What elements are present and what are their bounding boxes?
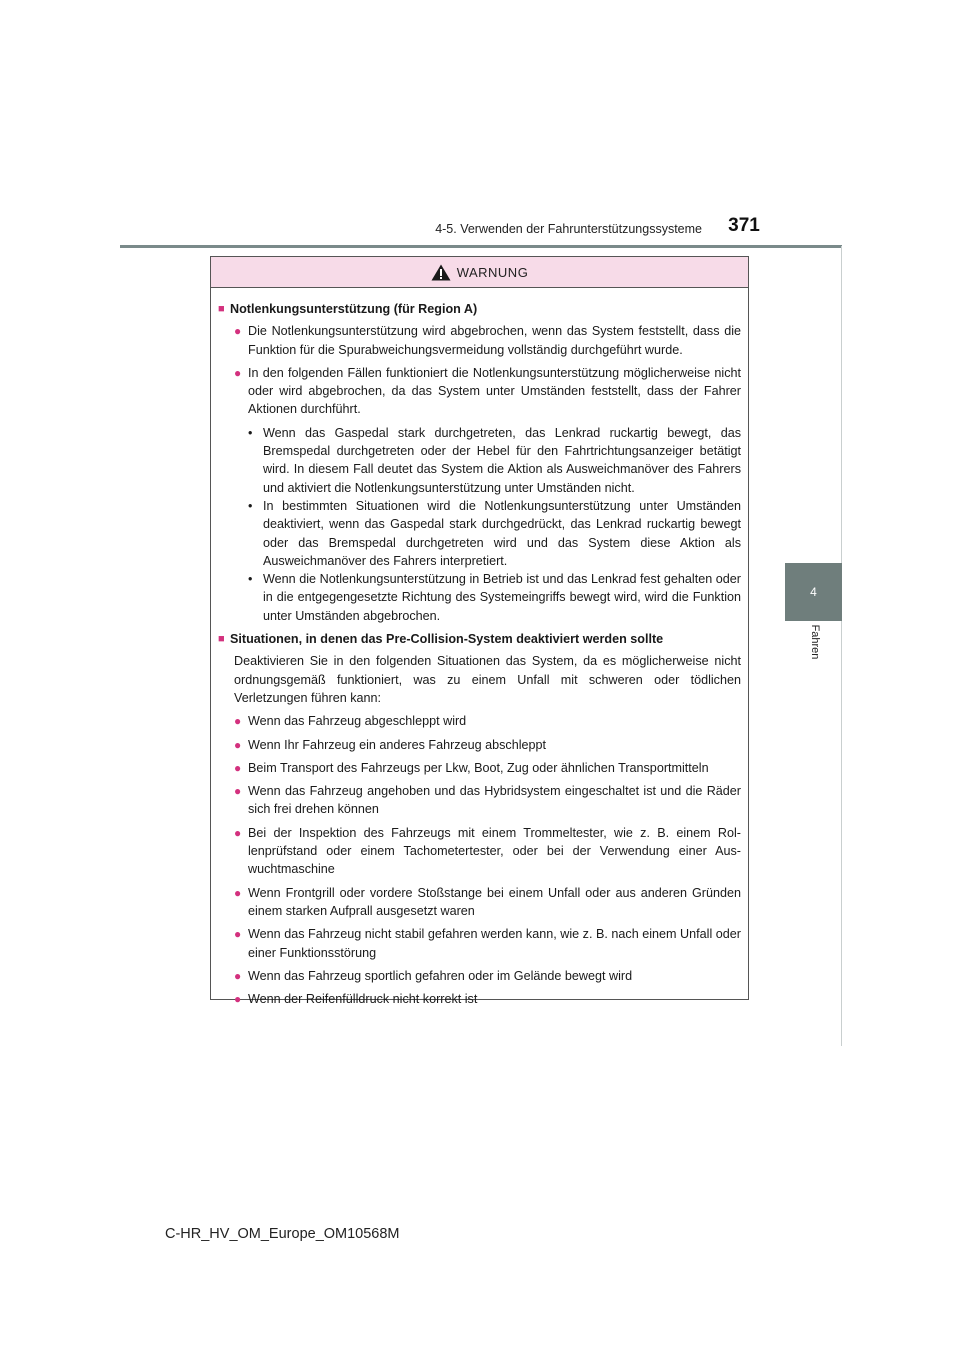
page-number: 371 (728, 215, 760, 236)
circle-bullet-icon: ● (234, 714, 242, 729)
section-heading-text: Situationen, in denen das Pre-Collision-System deaktiviert werden sollte (230, 632, 664, 647)
warning-box (210, 256, 749, 1007)
list-item: ● Wenn das Fahrzeug nicht stabil gefahren werden kann, wie z. B. nach einem Unfall oder einer Funktionsstörung (234, 925, 741, 962)
circle-bullet-icon: ● (234, 784, 242, 799)
circle-bullet-icon: ● (234, 968, 242, 983)
circle-bullet-icon: ● (234, 324, 242, 339)
sub-list-item: • Wenn die Notlenkungsunterstützung in Betrieb ist und das Lenkrad fest gehalten oder in die entgegengesetzte Richtung des Systemeingriffs bewegt wird, wird die Funktion unter Umständen abgebrochen. (248, 572, 741, 623)
circle-bullet-icon: ● (234, 927, 242, 942)
chapter-section-title: 4-5. Verwenden der Fahrunterstützungssysteme (435, 222, 702, 236)
section-heading (218, 300, 741, 318)
sub-list-item: • In bestimmten Situationen wird die Notlenkungsunterstützung unter Umständen deaktiviert, wenn das Gaspedal stark durchgedrückt, das Lenkrad ruckartig bewegt oder das Bremspedal durchgetreten wird und das System diese Aktion als Ausweichmanöver des Fahrers interpretiert. (248, 498, 741, 568)
circle-bullet-icon: ● (234, 760, 242, 775)
side-divider (841, 246, 842, 1046)
warning-triangle-icon (431, 264, 451, 281)
list-item: ● Wenn das Fahrzeug abgeschleppt wird (234, 712, 741, 730)
circle-bullet-icon: ● (234, 885, 242, 900)
warning-body (211, 288, 748, 1008)
list-item: ● Bei der Inspektion des Fahrzeugs mit einem Trommeltester, wie z. B. einem Rollenprüfstand oder einem Tachometertester, oder bei der Verwendung einer Auswuchtmaschine (234, 824, 741, 879)
sub-list-item: • Wenn das Gaspedal stark durchgetreten, das Lenkrad ruckartig bewegt, das Bremspedal durchgetreten oder der Hebel für den Fahrtrichtungsanzeiger betätigt wird. In diesem Fall deutet das System die Aktion als Ausweichmanöver des Fahrers und aktiviert die Notlenkungsunterstützung unter Umständen nicht. (248, 425, 741, 495)
square-bullet-icon: ■ (218, 303, 225, 315)
list-item: ● Wenn Ihr Fahrzeug ein anderes Fahrzeug abschleppt (234, 736, 741, 754)
section-heading-text: Notlenkungsunterstützung (für Region A) (230, 302, 478, 316)
list-item: ● Wenn Frontgrill oder vordere Stoßstange bei einem Unfall oder aus anderen Gründen einem starken Aufprall ausgesetzt waren (234, 884, 741, 921)
list-item: ● Wenn der Reifenfülldruck nicht korrekt ist (234, 990, 741, 1008)
list-item: ● Die Notlenkungsunterstützung wird abgebrochen, wenn das System feststellt, dass die Funktion für die Spurabweichungsvermeidung vollständig durchgeführt wurde. (234, 322, 741, 359)
section-intro: Deaktivieren Sie in den folgenden Situationen das System, da es möglicherweise nicht ordnungsgemäß funktioniert, was zu einem Unfall mit schweren oder tödlichen Verletzungen führen kann: (234, 654, 741, 705)
square-bullet-icon: ■ (218, 633, 225, 646)
section-heading (218, 630, 741, 648)
circle-bullet-icon: ● (234, 825, 242, 840)
circle-bullet-icon: ● (234, 737, 242, 752)
warning-header (211, 257, 748, 288)
header-rule (120, 245, 842, 248)
chapter-tab: 4 (785, 563, 842, 621)
document-code: C-HR_HV_OM_Europe_OM10568M (165, 1226, 400, 1242)
circle-bullet-icon: ● (234, 365, 242, 380)
warning-title: WARNUNG (456, 264, 529, 280)
circle-bullet-icon: ● (234, 992, 242, 1007)
chapter-tab-label: Fahren (809, 624, 821, 660)
list-item: ● In den folgenden Fällen funktioniert die Notlenkungsunterstützung möglicherweise nicht oder wird abgebrochen, da das System unter Umständen feststellt, dass der Fahrer Aktionen durchführt. (234, 364, 741, 419)
list-item: ● Beim Transport des Fahrzeugs per Lkw, Boot, Zug oder ähnlichen Transportmitteln (234, 759, 741, 777)
list-item: ● Wenn das Fahrzeug sportlich gefahren oder im Gelände bewegt wird (234, 967, 741, 985)
list-item: ● Wenn das Fahrzeug angehoben und das Hybridsystem eingeschaltet ist und die Räder sich frei drehen können (234, 782, 741, 819)
sub-list (248, 424, 741, 625)
